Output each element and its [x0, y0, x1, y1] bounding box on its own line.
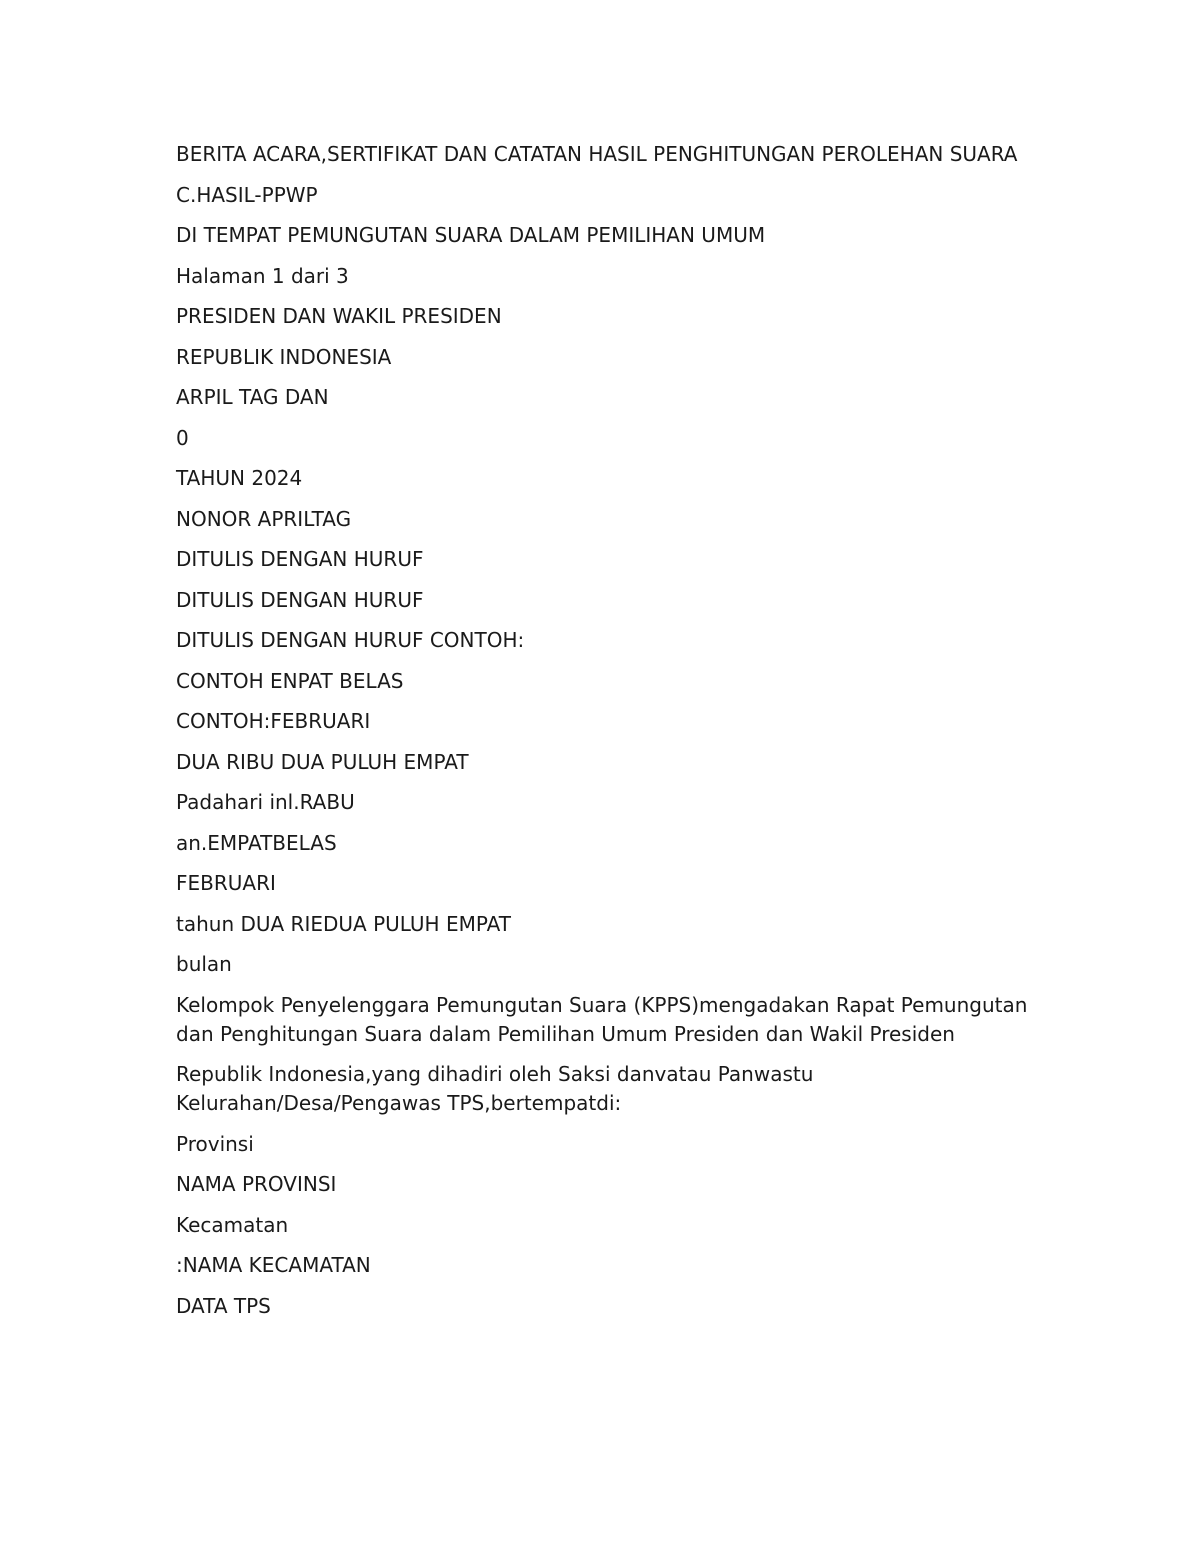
- text-line: CONTOH ENPAT BELAS: [176, 668, 404, 693]
- election-type: PRESIDEN DAN WAKIL PRESIDEN: [176, 304, 502, 328]
- form-code: C.HASIL-PPWP: [176, 182, 318, 207]
- text-line: CONTOH:FEBRUARI: [176, 709, 371, 733]
- field-label-province: Provinsi: [176, 1131, 254, 1156]
- text-line: DUA RIBU DUA PULUH EMPAT: [176, 749, 469, 774]
- text-line: DITULIS DENGAN HURUF: [176, 547, 424, 571]
- text-line: an.EMPATBELAS: [176, 830, 337, 855]
- field-value-district: :NAMA KECAMATAN: [176, 1253, 371, 1277]
- country-name: REPUBLIK INDONESIA: [176, 344, 392, 369]
- field-label-district: Kecamatan: [176, 1212, 289, 1237]
- document-page: [176, 140, 1036, 1332]
- year-line: TAHUN 2024: [176, 466, 303, 490]
- document-title: BERITA ACARA,SERTIFIKAT DAN CATATAN HASIL PENGHITUNGAN PEROLEHAN SUARA: [176, 142, 1018, 166]
- field-label-tps: DATA TPS: [176, 1293, 271, 1318]
- text-line: tahun DUA RIEDUA PULUH EMPAT: [176, 911, 511, 936]
- text-line: 0: [176, 425, 189, 450]
- page-indicator: Halaman 1 dari 3: [176, 263, 349, 288]
- text-line: bulan: [176, 952, 232, 976]
- text-line: DITULIS DENGAN HURUF CONTOH:: [176, 628, 525, 652]
- text-line: DITULIS DENGAN HURUF: [176, 587, 424, 612]
- text-line: ARPIL TAG DAN: [176, 385, 329, 409]
- text-line: FEBRUARI: [176, 871, 276, 895]
- text-line: NONOR APRILTAG: [176, 506, 352, 531]
- paragraph: Republik Indonesia,yang dihadiri oleh Saksi danvatau Panwastu Kelurahan/Desa/Pengawas TPS,bertempatdi:: [176, 1062, 814, 1115]
- field-value-province: NAMA PROVINSI: [176, 1172, 337, 1196]
- document-subtitle: DI TEMPAT PEMUNGUTAN SUARA DALAM PEMILIHAN UMUM: [176, 223, 766, 247]
- text-line: Padahari inl.RABU: [176, 790, 355, 814]
- paragraph: Kelompok Penyelenggara Pemungutan Suara (KPPS)mengadakan Rapat Pemungutan dan Penghitungan Suara dalam Pemilihan Umum Presiden dan Wakil Presiden: [176, 992, 1028, 1046]
